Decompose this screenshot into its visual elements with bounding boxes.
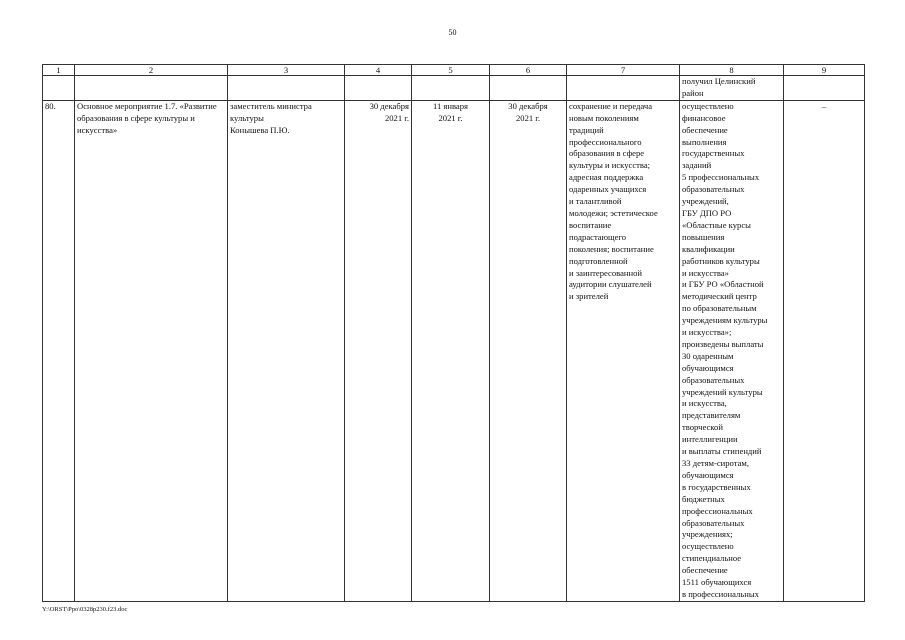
column-header: 4: [345, 65, 412, 76]
column-number-row: [43, 65, 865, 76]
actual-start-date-cell: 11 января 2021 г.: [412, 100, 490, 601]
continuation-result-cell: получил Целинский район: [680, 76, 784, 101]
empty-cell: [412, 76, 490, 101]
empty-cell: [75, 76, 228, 101]
actual-result-cell: осуществлено финансовое обеспечение выполнения государственных заданий 5 профессиональных образовательных учреждений, ГБУ ДПО РО «Областные курсы повышения квалификации работников культуры и искусства» и ГБУ РО «Областной методический центр по образовательным учреждениям культуры и искусства»; произведены выплаты 30 одаренным обучающимся образовательных учреждений культуры и искусства, представителям творческой интеллигенции и выплаты стипендий 33 детям-сиротам, обучающимся в государственных бюджетных профессиональных образовательных учреждениях; осуществлено стипендиальное обеспечение 1511 обучающихся в профессиональных: [680, 100, 784, 601]
column-header: 7: [567, 65, 680, 76]
column-header: 9: [784, 65, 865, 76]
row-number-cell: 80.: [43, 100, 75, 601]
expected-result-cell: сохранение и передача новым поколениям традиций профессионального образования в сфере культуры и искусства; адресная поддержка одаренных учащихся и талантливой молодежи; эстетическое воспитание подрастающего поколения; воспитание подготовленной и заинтересованной аудитории слушателей и зрителей: [567, 100, 680, 601]
empty-cell: [784, 76, 865, 101]
activity-cell: Основное мероприятие 1.7. «Развитие образования в сфере культуры и искусства»: [75, 100, 228, 601]
continuation-row: [43, 76, 865, 101]
report-table: [42, 64, 865, 602]
column-header: 8: [680, 65, 784, 76]
actual-end-date-cell: 30 декабря 2021 г.: [490, 100, 567, 601]
column-header: 3: [228, 65, 345, 76]
planned-end-date-cell: 30 декабря 2021 г.: [345, 100, 412, 601]
column-header: 1: [43, 65, 75, 76]
column-header: 5: [412, 65, 490, 76]
responsible-cell: заместитель министра культуры Конышева П.Ю.: [228, 100, 345, 601]
empty-cell: [490, 76, 567, 101]
column-header: 6: [490, 65, 567, 76]
file-path-footer: Y:\ORST\Ppo\0328p230.f23.doc: [42, 606, 128, 613]
page-number: 50: [448, 28, 457, 37]
table-row: [43, 100, 865, 601]
empty-cell: [43, 76, 75, 101]
empty-cell: [567, 76, 680, 101]
column-header: 2: [75, 65, 228, 76]
empty-cell: [345, 76, 412, 101]
empty-cell: [228, 76, 345, 101]
notes-cell: –: [784, 100, 865, 601]
